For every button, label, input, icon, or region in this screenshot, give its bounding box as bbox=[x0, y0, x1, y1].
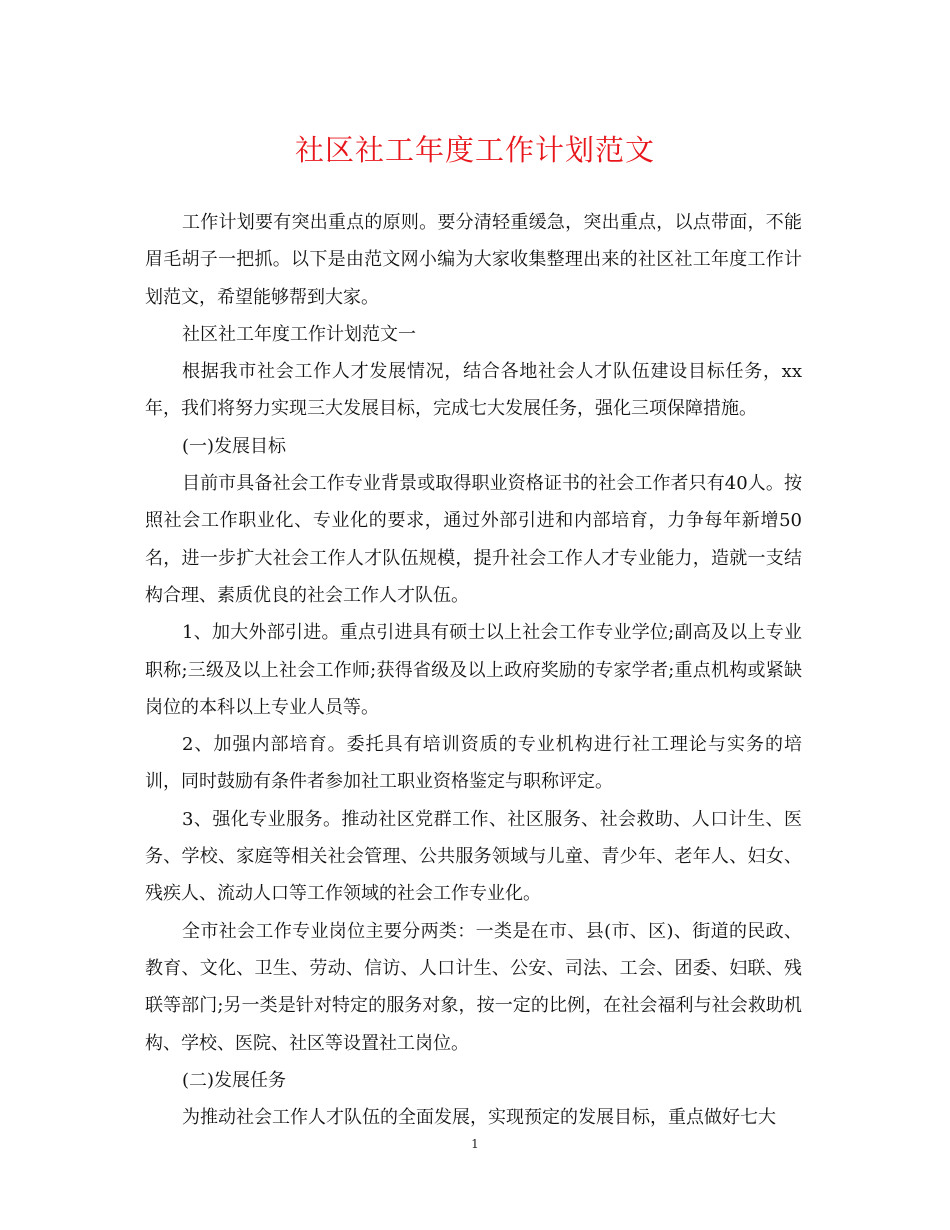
page-number: 1 bbox=[471, 1137, 479, 1151]
body-paragraph: 根据我市社会工作人才发展情况，结合各地社会人才队伍建设目标任务，xx年，我们将努力实现三大发展目标，完成七大发展任务，强化三项保障措施。 bbox=[145, 361, 802, 420]
body-paragraph: 为推动社会工作人才队伍的全面发展，实现预定的发展目标，重点做好七大 bbox=[182, 1107, 776, 1129]
section-heading: 社区社工年度工作计划范文一 bbox=[182, 323, 416, 345]
body-paragraph: 目前市具备社会工作专业背景或取得职业资格证书的社会工作者只有40人。按照社会工作职业化、专业化的要求，通过外部引进和内部培育，力争每年新增50名，进一步扩大社会工作人才队伍规模，提升社会工作人才专业能力，造就一支结构合理、素质优良的社会工作人才队伍。 bbox=[145, 473, 802, 606]
subsection-heading: (二)发展任务 bbox=[182, 1069, 287, 1091]
subsection-heading: (一)发展目标 bbox=[182, 435, 287, 457]
list-item: 1、加大外部引进。重点引进具有硕士以上社会工作专业学位;副高及以上专业职称;三级及以上社会工作师;获得省级及以上政府奖励的专家学者;重点机构或紧缺岗位的本科以上专业人员等。 bbox=[145, 622, 802, 718]
intro-paragraph: 工作计划要有突出重点的原则。要分清轻重缓急，突出重点，以点带面，不能眉毛胡子一把抓。以下是由范文网小编为大家收集整理出来的社区社工年度工作计划范文，希望能够帮到大家。 bbox=[145, 212, 802, 308]
document-title: 社区社工年度工作计划范文 bbox=[294, 133, 655, 167]
document-body bbox=[145, 204, 802, 1136]
body-paragraph: 全市社会工作专业岗位主要分两类：一类是在市、县(市、区)、街道的民政、教育、文化、卫生、劳动、信访、人口计生、公安、司法、工会、团委、妇联、残联等部门;另一类是针对特定的服务对象，按一定的比例，在社会福利与社会救助机构、学校、医院、社区等设置社工岗位。 bbox=[145, 920, 802, 1054]
list-item: 2、加强内部培育。委托具有培训资质的专业机构进行社工理论与实务的培训，同时鼓励有条件者参加社工职业资格鉴定与职称评定。 bbox=[145, 734, 802, 793]
list-item: 3、强化专业服务。推动社区党群工作、社区服务、社会救助、人口计生、医务、学校、家庭等相关社会管理、公共服务领域与儿童、青少年、老年人、妇女、残疾人、流动人口等工作领域的社会工作专业化。 bbox=[145, 808, 802, 905]
